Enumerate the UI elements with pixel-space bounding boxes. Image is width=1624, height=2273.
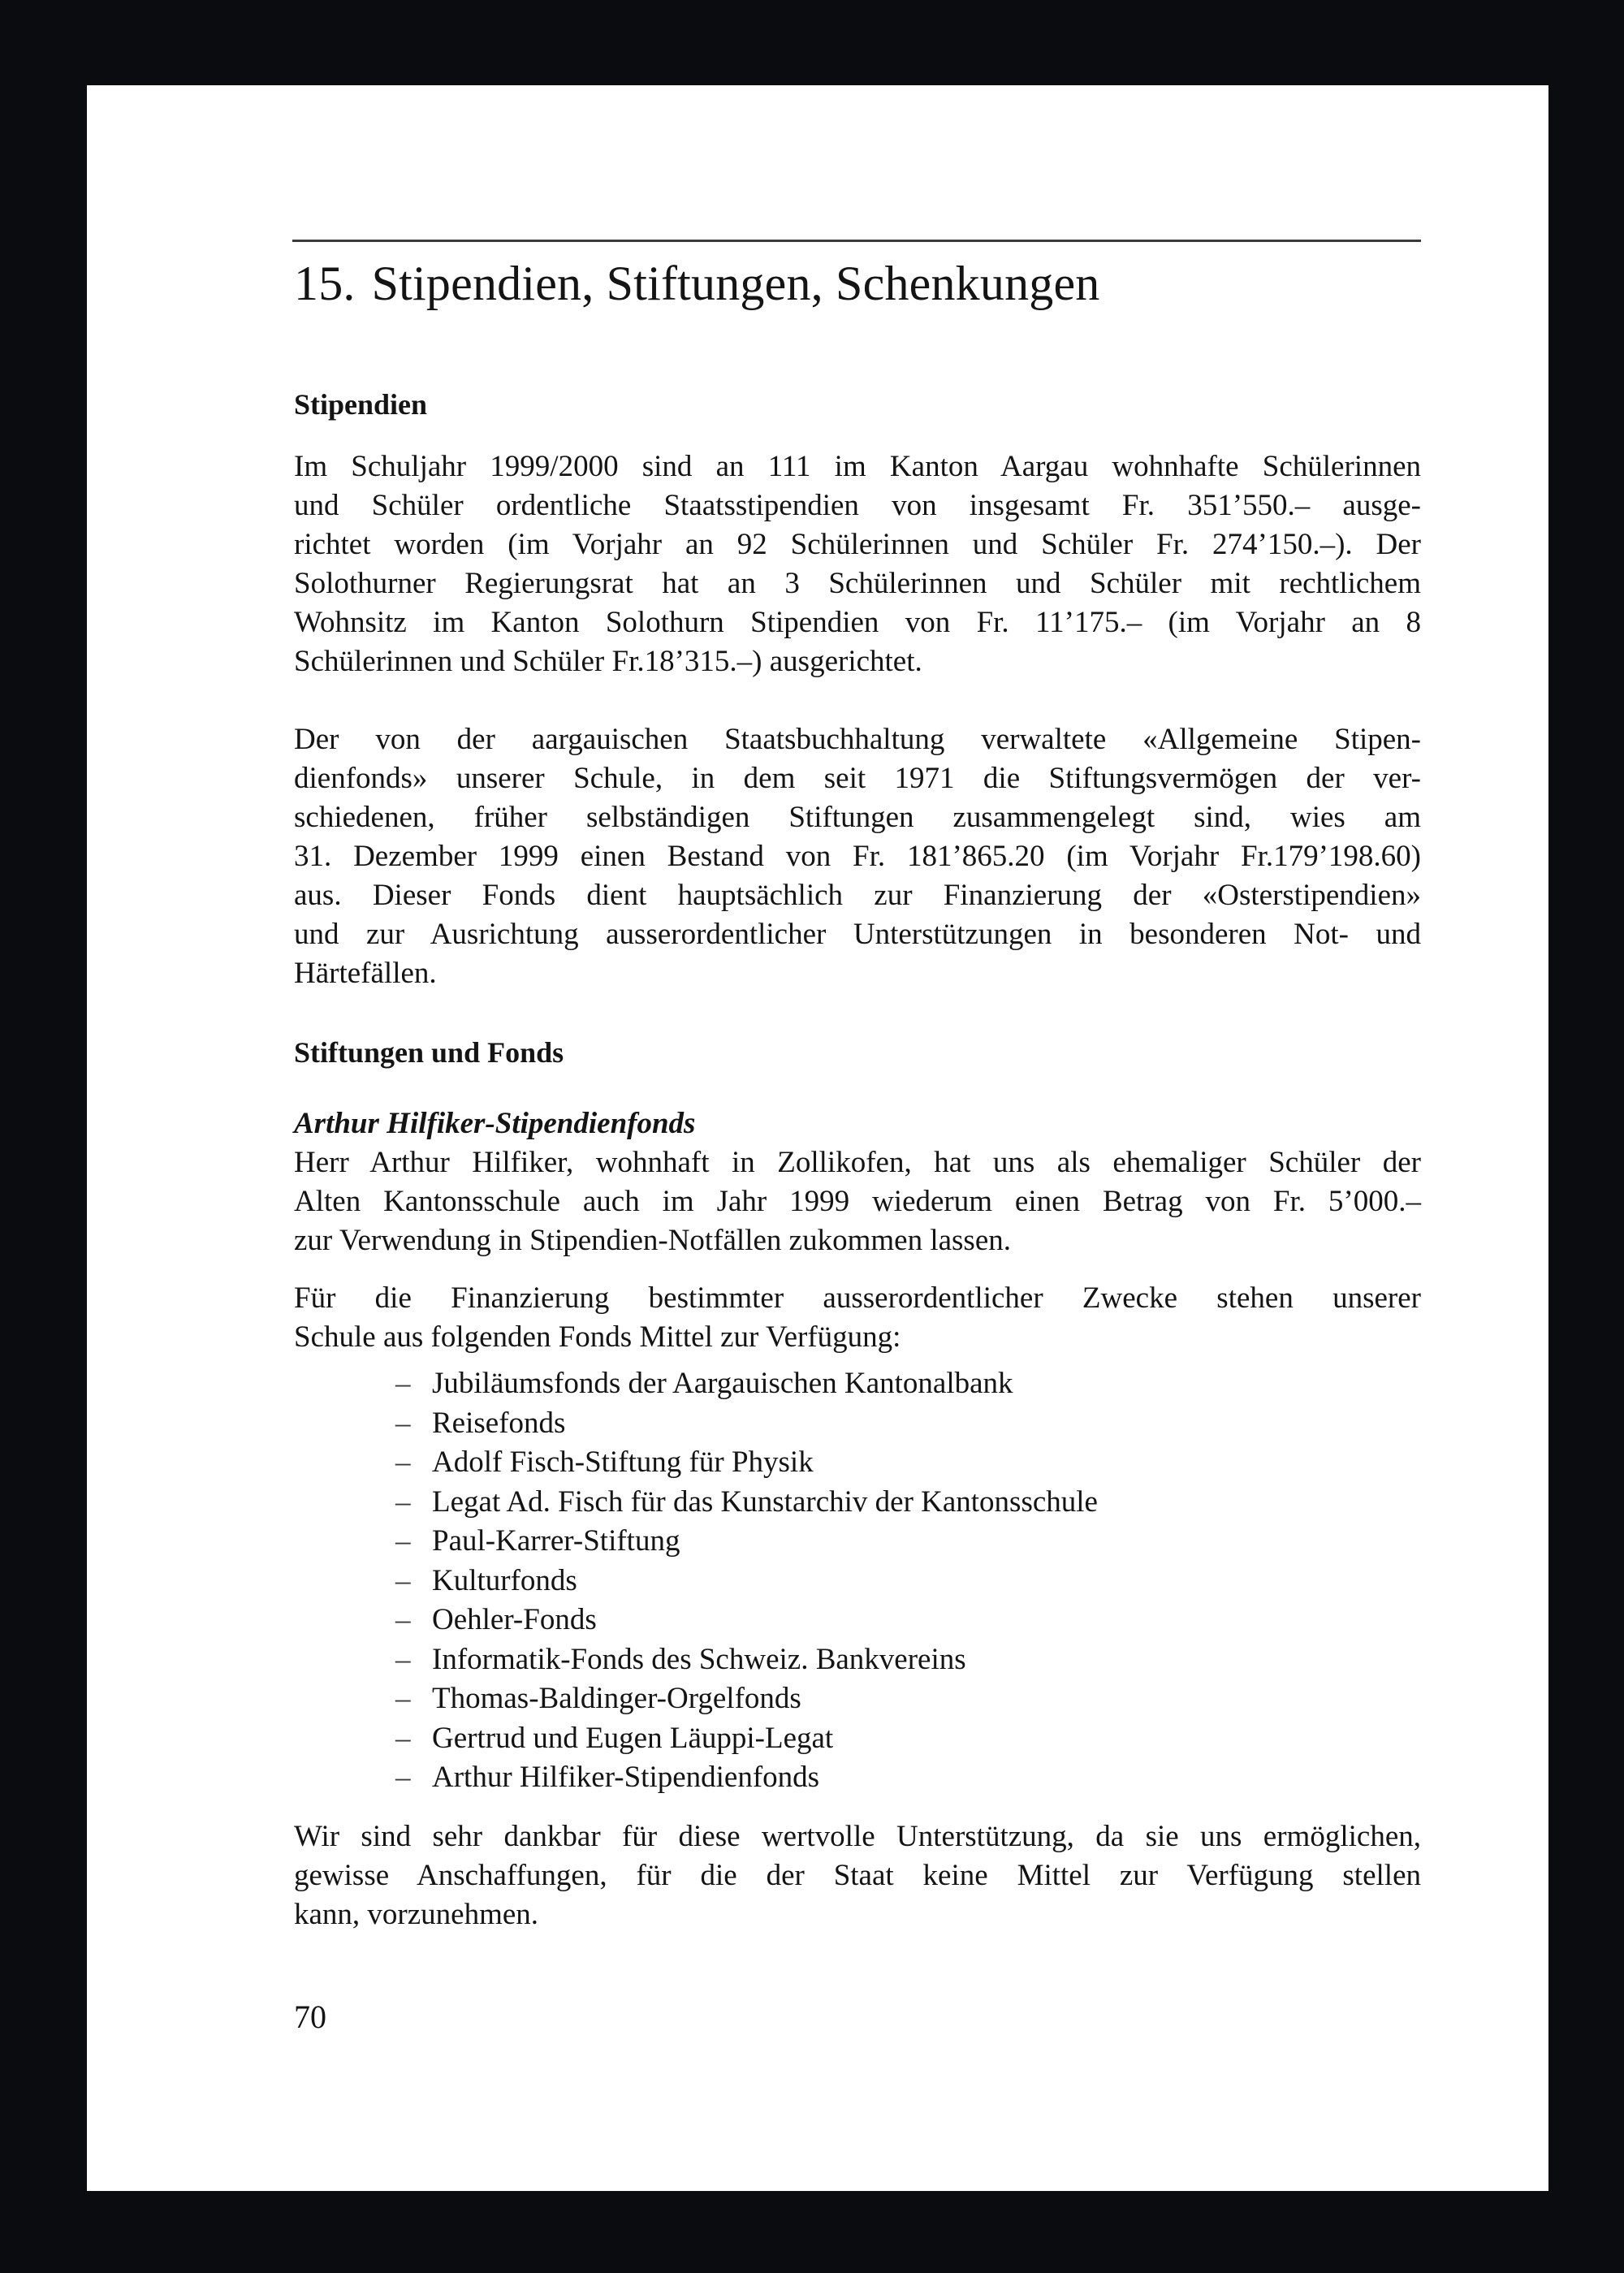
dash-bullet-icon: – xyxy=(395,1445,411,1479)
dash-bullet-icon: – xyxy=(395,1761,411,1794)
paragraph-stipendien-amounts xyxy=(294,447,1421,681)
dash-bullet-icon: – xyxy=(395,1406,411,1440)
fund-name: Legat Ad. Fisch für das Kunstarchiv der Kantonsschule xyxy=(432,1484,1098,1519)
text-line: 31. Dezember 1999 einen Bestand von Fr. 181’865.20 (im Vorjahr Fr.179’198.60) xyxy=(294,840,1421,873)
list-item xyxy=(395,1719,1098,1759)
chapter-title xyxy=(294,254,1100,313)
list-item xyxy=(395,1443,1098,1483)
page-number: 70 xyxy=(294,1999,326,2035)
text-line: Für die Finanzierung bestimmter ausserordentlicher Zwecke stehen unserer xyxy=(294,1281,1421,1315)
text-line: richtet worden (im Vorjahr an 92 Schülerinnen und Schüler Fr. 274’150.–). Der xyxy=(294,528,1421,561)
fund-name: Adolf Fisch-Stiftung für Physik xyxy=(432,1445,814,1479)
text-line: Herr Arthur Hilfiker, wohnhaft in Zollikofen, hat uns als ehemaliger Schüler der xyxy=(294,1146,1421,1179)
list-item xyxy=(395,1562,1098,1601)
dash-bullet-icon: – xyxy=(395,1642,411,1676)
fund-name: Reisefonds xyxy=(432,1406,566,1440)
dash-bullet-icon: – xyxy=(395,1603,411,1636)
list-item xyxy=(395,1758,1098,1798)
text-line: Alten Kantonsschule auch im Jahr 1999 wiederum einen Betrag von Fr. 5’000.– xyxy=(294,1185,1421,1218)
list-item xyxy=(395,1404,1098,1444)
fund-name: Arthur Hilfiker-Stipendienfonds xyxy=(432,1761,820,1794)
fund-name: Gertrud und Eugen Läuppi-Legat xyxy=(432,1721,834,1755)
list-item xyxy=(395,1522,1098,1562)
dash-bullet-icon: – xyxy=(395,1563,411,1597)
chapter-rule xyxy=(292,240,1421,242)
list-item xyxy=(395,1364,1098,1404)
text-line: und Schüler ordentliche Staatsstipendien von insgesamt Fr. 351’550.– ausge- xyxy=(294,489,1421,522)
chapter-number: 15. xyxy=(294,257,356,310)
dash-bullet-icon: – xyxy=(395,1484,411,1519)
text-line: Härtefällen. xyxy=(294,957,437,990)
text-line: Wir sind sehr dankbar für diese wertvolle Unterstützung, da sie uns ermöglichen, xyxy=(294,1820,1421,1853)
paragraph-hilfiker xyxy=(294,1143,1421,1260)
fund-name: Paul-Karrer-Stiftung xyxy=(432,1524,680,1558)
list-item xyxy=(395,1601,1098,1640)
fund-list xyxy=(395,1364,1098,1798)
list-item xyxy=(395,1640,1098,1680)
fund-name: Jubiläumsfonds der Aargauischen Kantonalbank xyxy=(432,1367,1013,1400)
paragraph-fonds-intro xyxy=(294,1279,1421,1357)
text-line: kann, vorzunehmen. xyxy=(294,1898,539,1931)
paragraph-stipendienfonds xyxy=(294,720,1421,993)
section-heading-stiftungen: Stiftungen und Fonds xyxy=(294,1036,564,1069)
paragraph-thanks xyxy=(294,1817,1421,1934)
text-line: zur Verwendung in Stipendien-Notfällen zukommen lassen. xyxy=(294,1224,1011,1257)
section-heading-stipendien: Stipendien xyxy=(294,388,428,421)
subheading-hilfiker-fonds: Arthur Hilfiker-Stipendienfonds xyxy=(294,1107,696,1140)
text-line: dienfonds» unserer Schule, in dem seit 1971 die Stiftungsvermögen der ver- xyxy=(294,762,1421,795)
text-line: gewisse Anschaffungen, für die der Staat keine Mittel zur Verfügung stellen xyxy=(294,1859,1421,1892)
list-item xyxy=(395,1483,1098,1523)
fund-name: Thomas-Baldinger-Orgelfonds xyxy=(432,1682,801,1715)
dash-bullet-icon: – xyxy=(395,1367,411,1400)
text-line: Schule aus folgenden Fonds Mittel zur Verfügung: xyxy=(294,1320,901,1354)
chapter-title-text: Stipendien, Stiftungen, Schenkungen xyxy=(371,257,1100,310)
fund-name: Informatik-Fonds des Schweiz. Bankvereins xyxy=(432,1642,966,1676)
text-line: Schülerinnen und Schüler Fr.18’315.–) ausgerichtet. xyxy=(294,645,922,678)
document-page xyxy=(87,85,1548,2191)
text-line: und zur Ausrichtung ausserordentlicher Unterstützungen in besonderen Not- und xyxy=(294,918,1421,951)
text-line: Solothurner Regierungsrat hat an 3 Schülerinnen und Schüler mit rechtlichem xyxy=(294,567,1421,600)
fund-name: Kulturfonds xyxy=(432,1563,577,1597)
dash-bullet-icon: – xyxy=(395,1524,411,1558)
dash-bullet-icon: – xyxy=(395,1682,411,1715)
dash-bullet-icon: – xyxy=(395,1721,411,1755)
list-item xyxy=(395,1679,1098,1719)
text-line: schiedenen, früher selbständigen Stiftungen zusammengelegt sind, wies am xyxy=(294,801,1421,834)
fund-name: Oehler-Fonds xyxy=(432,1603,597,1636)
text-line: Der von der aargauischen Staatsbuchhaltung verwaltete «Allgemeine Stipen- xyxy=(294,723,1421,756)
text-line: Im Schuljahr 1999/2000 sind an 111 im Kanton Aargau wohnhafte Schülerinnen xyxy=(294,450,1421,483)
text-line: aus. Dieser Fonds dient hauptsächlich zur Finanzierung der «Osterstipendien» xyxy=(294,879,1421,912)
text-line: Wohnsitz im Kanton Solothurn Stipendien von Fr. 11’175.– (im Vorjahr an 8 xyxy=(294,606,1421,639)
